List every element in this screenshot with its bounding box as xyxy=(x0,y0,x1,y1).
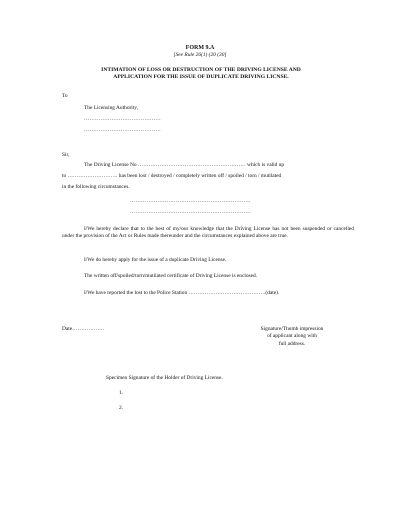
authority-name: The Licensing Authority, xyxy=(84,105,138,111)
declaration-text: I/We hereby declare that to the best of my/our knowledge that the Driving License has not been suspended or cancelled under the provision of the Act or Rules made thereunder and the circumstances explained above are true. xyxy=(62,226,354,240)
signature-line-2: of applicant along with xyxy=(267,333,317,340)
declaration-paragraph xyxy=(62,226,354,241)
specimen-item-1: 1. xyxy=(119,390,124,396)
police-report-statement: I/We have reported the lost to the Police Station …………………………………….(date). xyxy=(84,290,280,296)
form-title: FORM 9.A xyxy=(185,45,215,51)
enclosure-statement: The written off/spoiled/torn/mutilated certificate of Driving License is enclosed. xyxy=(84,273,258,279)
signature-block xyxy=(230,326,354,348)
form-rule-reference: [See Rule 26(1) (20 (30] xyxy=(173,52,227,58)
to-label: To xyxy=(62,93,68,99)
circumstance-line-2: ………………………………………………………… xyxy=(130,209,251,215)
signature-line-3: full address. xyxy=(278,340,306,347)
license-line-1: The Driving License No …………………………………………………… which is valid up xyxy=(84,162,285,168)
form-heading-line-1: INTIMATION OF LOSS OR DESTRUCTION OF THE DRIVING LICENSE AND xyxy=(101,67,301,73)
form-heading xyxy=(70,67,332,82)
address-line-2: …………………………………… xyxy=(84,127,161,133)
license-line-2: to ………………………. has been lost / destroyed / completely written off / spoiled / torn / mutilated xyxy=(62,173,282,179)
salutation: Sir, xyxy=(62,152,70,158)
specimen-heading: Specimen Signature of the Holder of Driving License. xyxy=(106,375,223,381)
specimen-item-2: 2. xyxy=(119,405,124,411)
circumstance-line-1: ………………………………………………………… xyxy=(130,198,251,204)
form-heading-line-2: APPLICATION FOR THE ISSUE OF DUPLICATE DRIVING LICNSE. xyxy=(113,74,289,81)
signature-line-1: Signature/Thumb impression xyxy=(260,326,324,332)
date-field: Date……………… xyxy=(62,326,105,332)
address-line-1: …………………………………… xyxy=(84,116,161,122)
license-line-3: in the following circumstances. xyxy=(62,184,130,190)
apply-statement: I/We do hereby apply for the issue of a duplicate Driving License. xyxy=(84,257,227,263)
